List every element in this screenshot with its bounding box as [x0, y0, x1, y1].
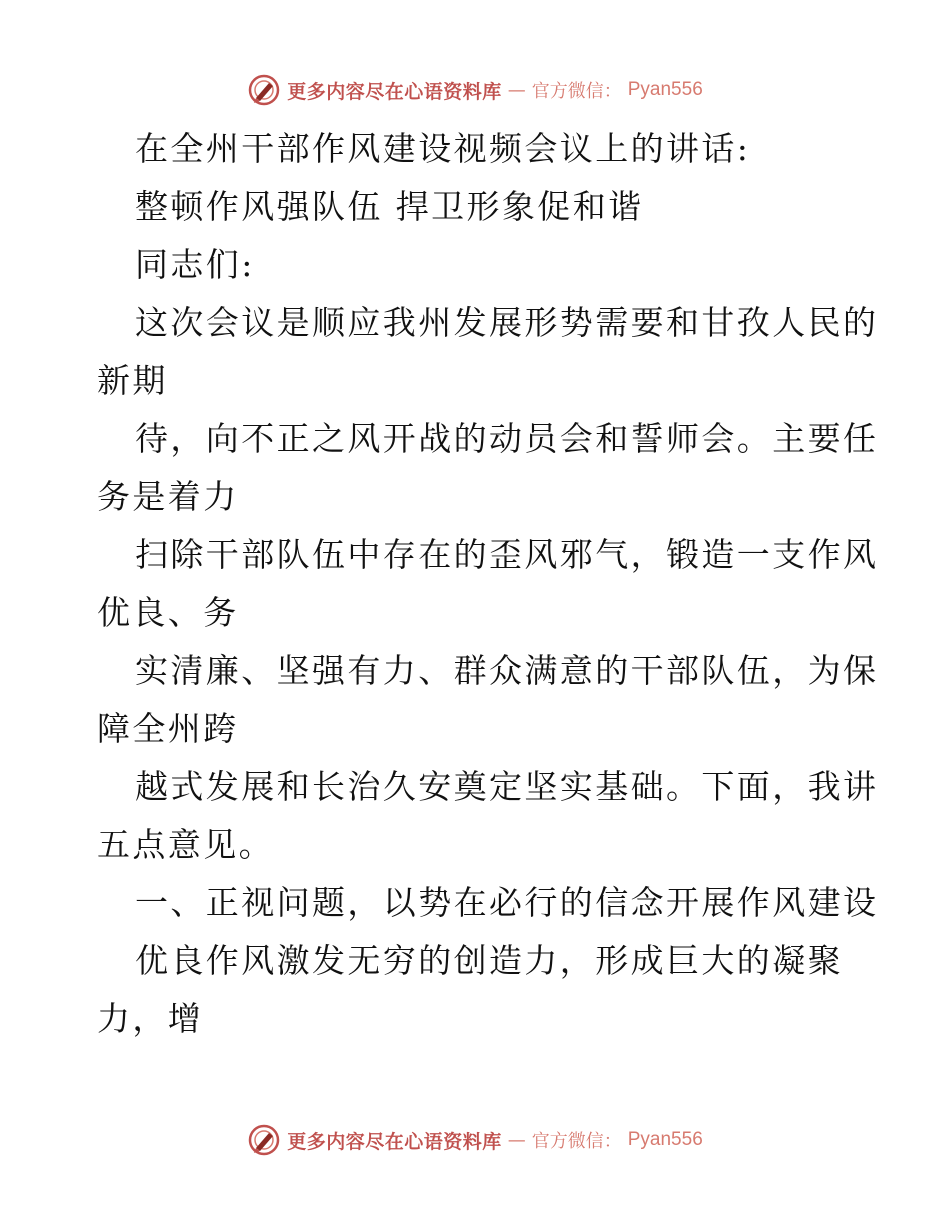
- document-line: 优良、务: [97, 593, 239, 632]
- banner-main-text: 更多内容尽在心语资料库: [287, 80, 502, 103]
- document-line: 实清廉、坚强有力、群众满意的干部队伍，为保: [135, 651, 879, 690]
- document-line: 待，向不正之风开战的动员会和誓师会。主要任: [135, 419, 879, 458]
- pen-logo-icon: [247, 1123, 281, 1157]
- banner-main-text: 更多内容尽在心语资料库: [287, 1130, 502, 1153]
- document-line: 务是着力: [97, 477, 239, 516]
- banner-dash: —: [507, 1129, 526, 1151]
- banner-dash: —: [507, 79, 526, 101]
- footer-watermark-banner: [0, 1120, 950, 1160]
- pen-logo-icon: [247, 73, 281, 107]
- document-line: 优良作风激发无穷的创造力，形成巨大的凝聚: [135, 941, 843, 980]
- document-line: 力，增: [97, 999, 204, 1038]
- banner-account-id: Pyan556: [627, 79, 703, 100]
- banner-official-label: 官方微信：: [531, 1131, 622, 1152]
- banner-official-label: 官方微信：: [531, 81, 622, 102]
- document-line: 整顿作风强队伍 捍卫形象促和谐: [135, 187, 644, 226]
- document-line: 一、正视问题，以势在必行的信念开展作风建设: [135, 883, 879, 922]
- document-line: 新期: [97, 361, 168, 400]
- document-line: 这次会议是顺应我州发展形势需要和甘孜人民的: [135, 303, 879, 342]
- document-line: 扫除干部队伍中存在的歪风邪气，锻造一支作风: [135, 535, 879, 574]
- document-line: 五点意见。: [97, 825, 274, 864]
- document-line: 越式发展和长治久安奠定坚实基础。下面，我讲: [135, 767, 879, 806]
- banner-account-id: Pyan556: [627, 1129, 703, 1150]
- document-line: 在全州干部作风建设视频会议上的讲话:: [135, 129, 751, 168]
- document-body: [97, 120, 879, 1048]
- header-watermark-banner: [0, 70, 950, 110]
- document-line: 同志们:: [135, 245, 255, 284]
- document-line: 障全州跨: [97, 709, 239, 748]
